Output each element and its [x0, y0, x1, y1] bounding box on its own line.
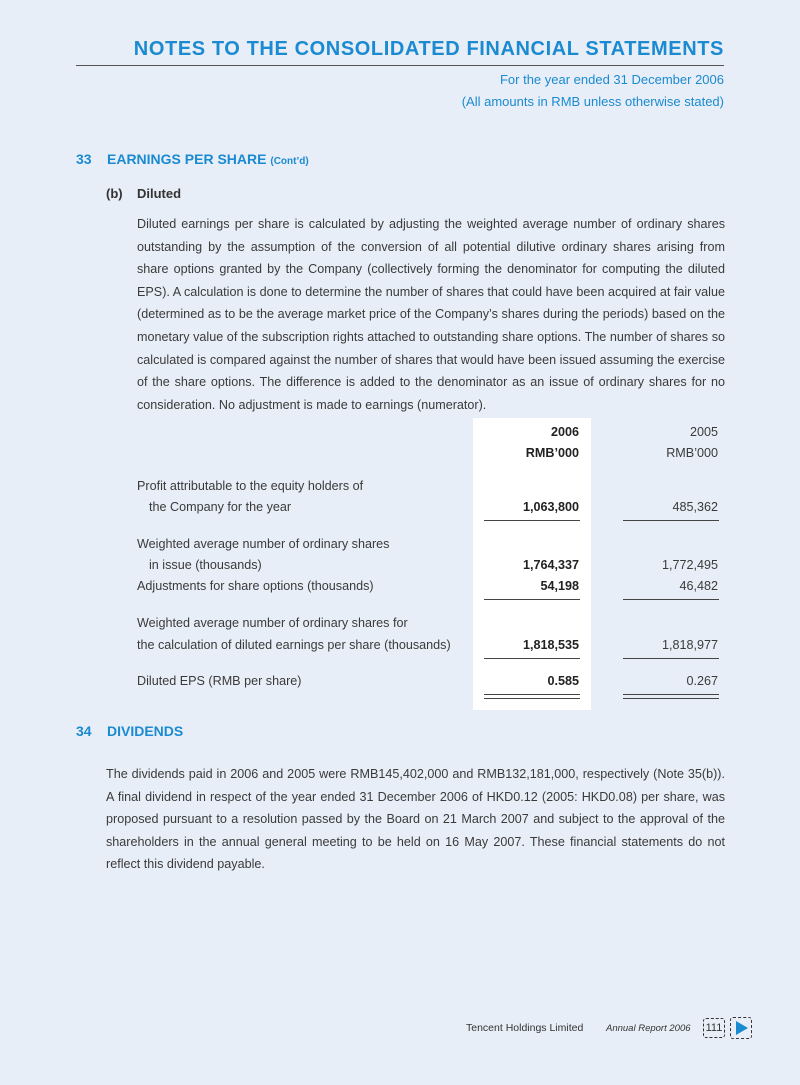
footer-report-title: Annual Report 2006: [606, 1023, 691, 1034]
wavg-2005: 1,772,495: [661, 558, 718, 572]
profit-2006: 1,063,800: [522, 500, 579, 514]
footer-company: Tencent Holdings Limited: [466, 1022, 584, 1034]
wavg-label-line2: in issue (thousands): [149, 558, 262, 572]
col-2005-unit: RMB’000: [666, 446, 718, 460]
header-divider: [76, 65, 724, 66]
col-2006-unit: RMB’000: [525, 446, 579, 460]
section-number: 34: [76, 723, 92, 739]
eps-2006: 0.585: [547, 674, 579, 688]
adjustments-rule-2005: [623, 599, 719, 600]
diluted-paragraph: Diluted earnings per share is calculated by adjusting the weighted average number of ordinary shares outstanding by the assumption of the conversion of all potential dilutive ordinary shares arising from share options granted by the Company (collectively forming the denominator for computing the diluted EPS). A calculation is done to determine the number of shares that could have been acquired at fair value (determined as to be the average market price of the Company’s shares during the periods) based on the monetary value of the subscription rights attached to outstanding share options. The number of shares so calculated is compared against the number of shares that would have been issued assuming the exercise of the share options. The difference is added to the denominator as an issue of ordinary shares for no consideration. No adjustment is made to earnings (numerator).: [137, 217, 725, 412]
next-page-button[interactable]: [730, 1017, 752, 1039]
adjustments-2005: 46,482: [679, 579, 718, 593]
period-subtitle: For the year ended 31 December 2006: [499, 72, 724, 87]
diluted-wavg-2006: 1,818,535: [522, 638, 579, 652]
diluted-wavg-label-line2: the calculation of diluted earnings per share (thousands): [137, 638, 451, 652]
dividends-paragraph: The dividends paid in 2006 and 2005 were RMB145,402,000 and RMB132,181,000, respectively (Note 35(b)). A final dividend in respect of the year ended 31 December 2006 of HKD0.12 (2005: HKD0.08) per share, was proposed pursuant to a resolution passed by the Board on 21 March 2007 and subject to the approval of the shareholders in the annual general meeting to be held on 16 May 2007. These financial statements do not reflect this dividend payable.: [106, 767, 725, 872]
section-34-heading: [76, 723, 183, 739]
profit-label-line1: Profit attributable to the equity holders of: [137, 479, 364, 493]
col-2005-year: 2005: [689, 425, 718, 439]
section-number: 33: [76, 151, 92, 167]
wavg-2006: 1,764,337: [522, 558, 579, 572]
continued-label: (Cont’d): [270, 156, 309, 167]
profit-rule-2006: [484, 520, 580, 521]
col-2006-year: 2006: [550, 425, 579, 439]
adjustments-2006: 54,198: [540, 579, 579, 593]
profit-2005: 485,362: [672, 500, 718, 514]
eps-double-rule-2006-bottom: [484, 698, 580, 699]
subsection-heading: [106, 186, 181, 201]
diluted-wavg-label-line1: Weighted average number of ordinary shares for: [137, 616, 408, 630]
eps-2005: 0.267: [686, 674, 718, 688]
diluted-wavg-2005: 1,818,977: [661, 638, 718, 652]
profit-rule-2005: [623, 520, 719, 521]
adjustments-rule-2006: [484, 599, 580, 600]
page-number: 111: [703, 1018, 725, 1038]
eps-double-rule-2005-bottom: [623, 698, 719, 699]
subsection-title: Diluted: [137, 186, 182, 201]
eps-double-rule-2006-top: [484, 694, 580, 695]
profit-label-line2: the Company for the year: [149, 500, 292, 514]
wavg-label-line1: Weighted average number of ordinary shares: [137, 537, 390, 551]
adjustments-label: Adjustments for share options (thousands): [137, 579, 374, 593]
diluted-wavg-rule-2006: [484, 658, 580, 659]
play-right-icon: [731, 1018, 751, 1038]
section-title: EARNINGS PER SHARE: [107, 151, 267, 167]
subsection-label: (b): [106, 186, 123, 201]
section-title: DIVIDENDS: [107, 723, 184, 739]
eps-double-rule-2005-top: [623, 694, 719, 695]
eps-label: Diluted EPS (RMB per share): [137, 674, 302, 688]
page-title: NOTES TO THE CONSOLIDATED FINANCIAL STATEMENTS: [133, 38, 724, 60]
diluted-wavg-rule-2005: [623, 658, 719, 659]
currency-subtitle: (All amounts in RMB unless otherwise stated): [461, 94, 724, 109]
section-33-heading: [76, 151, 309, 167]
